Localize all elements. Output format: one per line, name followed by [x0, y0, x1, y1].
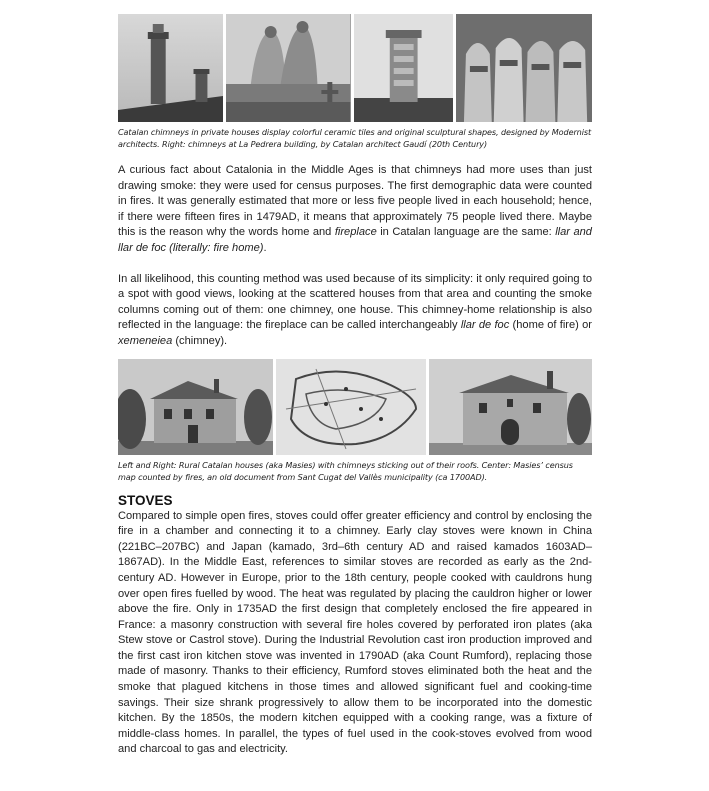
warrior-chimneys-photo	[456, 14, 592, 122]
tiled-chimney-photo	[354, 14, 453, 122]
paragraph-stoves: Compared to simple open fires, stoves could offer greater efficiency and control by enclosing the fire in a chamber and connecting it to a chimney. Early clay stoves were known in China (221BC–207BC) and Japan (kamado, 3rd–6th century AD and raised kamados 1603AD–1867AD). In the Middle East, references to similar stoves are recorded as early as the 2nd-century AD. However in Europe, prior to the 18th century, people cooked with cauldrons hung over open fires fuelled by wood. The heat was regulated by placing the cauldron higher or lower above the fire. Only in 1735AD the first design that completely enclosed the fire appeared in France: a masonry construction with several fire holes covered by perforated iron plates (aka Stew stove or Castrol stove). During the Industrial Revolution cast iron production improved and the first cast iron kitchen stove was invented in 1790AD (aka Count Rumford), replacing those made of masonry. Thanks to their efficiency, Rumford stoves eliminated both the heat and the smoke that plagued kitchens in those times and allowed significant fuel and cooking-time savings. Their size shrank progressively to allow them to be incorporated into the domestic kitchen. By the 1850s, the modern kitchen equipped with a cooking range, was a fixture of middle-class homes. In parallel, the types of fuel used in the cook-stoves evolved from wood and charcoal to gas and electricity.	[118, 509, 592, 756]
section-heading-stoves: STOVES	[118, 492, 173, 508]
la-pedrera-chimneys-photo	[226, 14, 350, 122]
figure-caption-chimneys: Catalan chimneys in private houses display colorful ceramic tiles and original sculptural shapes, designed by Modernist architects. Right: chimneys at La Pedrera building, by Catalan architect Gaudí (20th Century)	[118, 127, 592, 149]
chimneys-photo-strip	[118, 14, 592, 122]
chimney-brick-photo	[118, 14, 223, 122]
paragraph-counting-method: In all likelihood, this counting method was used because of its simplicity: it only required going to a spot with good views, looking at the scattered houses from that area and counting the smoke columns coming out of them: one chimney, one house. This chimney-home relationship is also reflected in the language: the fireplace can be called interchangeably llar de foc (home of fire) or xemeneiea (chimney).	[118, 272, 592, 347]
masies-photo-strip	[118, 359, 592, 455]
census-map-photo	[276, 359, 426, 455]
paragraph-census: A curious fact about Catalonia in the Middle Ages is that chimneys had more uses than just drawing smoke: they were used for census purposes. The first demographic data were counted in fires. It was generally estimated that more or less five people lived in each household; hence, if there were fifteen fires in 1479AD, it means that approximately 75 people lived there. Maybe this is the reason why the words home and fireplace in Catalan language are the same: llar and llar de foc (literally: fire home).	[118, 164, 592, 254]
rural-house-photo	[118, 359, 273, 455]
figure-caption-masies: Left and Right: Rural Catalan houses (aka Masies) with chimneys sticking out of their roofs. Center: Masies’ census map counted by fires, an old document from Sant Cugat del Vallès municipality (ca 1700AD).	[118, 459, 573, 482]
masia-house-photo	[429, 359, 592, 455]
document-page	[118, 14, 592, 758]
